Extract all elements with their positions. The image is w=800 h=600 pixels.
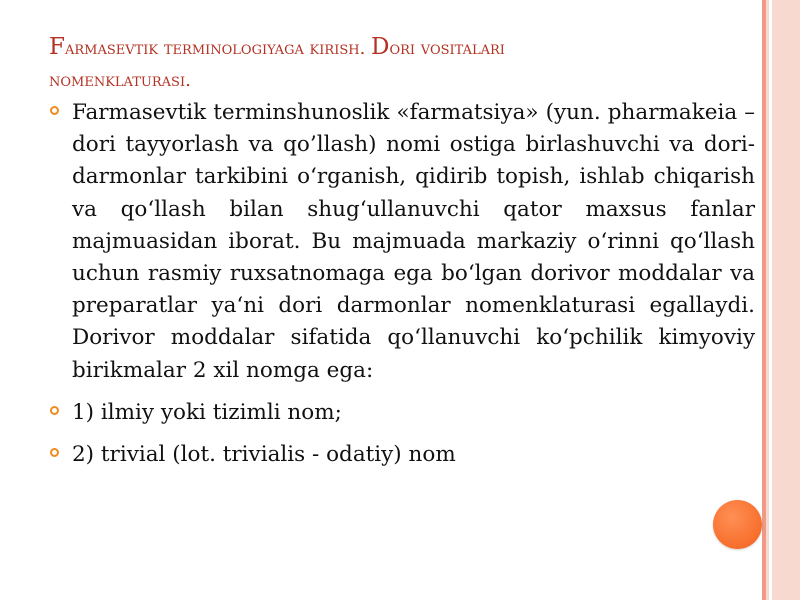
title-line-1: [49, 31, 749, 65]
orange-circle-icon: [713, 500, 762, 549]
bullet-item-intro: [50, 97, 755, 387]
slide-content: [50, 97, 755, 481]
title-text-2: ori vositalari: [389, 38, 505, 59]
title-initial-1: F: [49, 34, 65, 60]
bullet-text: Farmasevtik terminshunoslik «farmatsiya» (yun. pharmakeia – dori tayyorlash va qo’llash) nomi ostiga birlashuvchi va dori-darmonlar tarkibini o‘rganish, qidirib topish, ishlab chiqarish va qo‘llash bilan shug‘ullanuvchi qator maxsus fanlar majmuasidan iborat. Bu majmuada markaziy o‘rinni qo‘llash uchun rasmiy ruxsatnomaga ega bo‘lgan dorivor moddalar va preparatlar ya‘ni dori darmonlar nomenklaturasi egallaydi. Dorivor moddalar sifatida qo‘llanuvchi ko‘pchilik kimyoviy birikmalar 2 xil nomga ega:: [72, 100, 755, 383]
title-line-2: nomenklaturasi.: [49, 70, 191, 91]
bullet-text: 2) trivial (lot. trivialis - odatiy) nom: [72, 442, 456, 468]
bullet-circle-icon: [50, 106, 59, 115]
title-text-1: armasevtik terminologiyaga kirish.: [64, 38, 372, 59]
bullet-item-trivial-name: [50, 439, 755, 471]
right-decorative-line: [762, 0, 766, 600]
bullet-item-scientific-name: [50, 397, 755, 429]
title-initial-2: D: [371, 34, 390, 60]
bullet-text: 1) ilmiy yoki tizimli nom;: [72, 399, 342, 425]
bullet-circle-icon: [50, 406, 59, 415]
right-decorative-gap: [769, 0, 772, 600]
bullet-circle-icon: [50, 448, 59, 457]
slide-title: [49, 31, 749, 97]
